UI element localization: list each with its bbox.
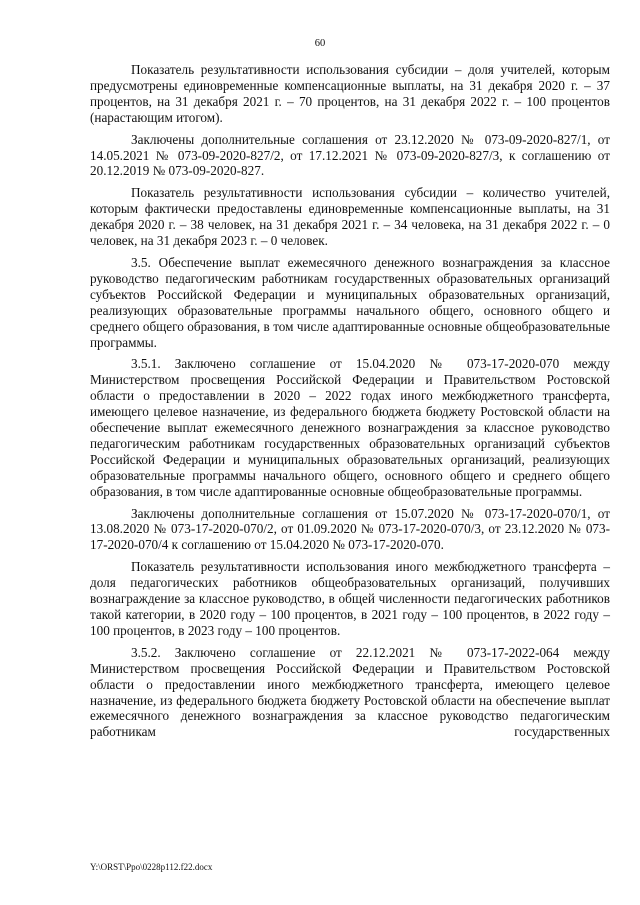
paragraph-indicator-teacher-share: Показатель результативности использования субсидии – доля учителей, которым предусмотрены единовременные компенсационные выплаты, на 31 декабря 2020 г. – 37 процентов, на 31 декабря 2021 г. – 70 процентов, на 31 декабря 2022 г. – 100 процентов (нарастающим итогом).: [90, 62, 610, 125]
paragraph-additional-agreements-070: Заключены дополнительные соглашения от 15.07.2020 № 073-17-2020-070/1, от 13.08.2020 № 073-17-2020-070/2, от 01.09.2020 № 073-17-2020-070/3, от 23.12.2020 № 073-17-2020-070/4 к соглашению от 15.04.2020 № 073-17-2020-070.: [90, 505, 610, 553]
file-path-footer: Y:\ORST\Ppo\0228p112.f22.docx: [90, 862, 213, 872]
paragraph-section-3-5: 3.5. Обеспечение выплат ежемесячного денежного вознаграждения за классное руководство педагогическим работникам государственных образовательных организаций субъектов Российской Федерации и муниципальных образовательных организаций, реализующих образовательные программы начального общего, основного общего и среднего общего образования, в том числе адаптированные основные общеобразовательные программы.: [90, 254, 610, 350]
paragraph-additional-agreements-827: Заключены дополнительные соглашения от 23.12.2020 № 073-09-2020-827/1, от 14.05.2021 № 073-09-2020-827/2, от 17.12.2021 № 073-09-2020-827/3, к соглашению от 20.12.2019 № 073-09-2020-827.: [90, 131, 610, 179]
page-number: 60: [314, 38, 326, 49]
paragraph-indicator-class-teachers: Показатель результативности использования иного межбюджетного трансферта – доля педагогических работников общеобразовательных организаций, получивших вознаграждение за классное руководство, в общей численности педагогических работников такой категории, в 2020 году – 100 процентов, в 2021 году – 100 процентов, в 2022 году – 100 процентов, в 2023 году – 100 процентов.: [90, 559, 610, 638]
paragraph-section-3-5-2: 3.5.2. Заключено соглашение от 22.12.2021 № 073-17-2022-064 между Министерством просвещения Российской Федерации и Правительством Ростовской области о предоставлении иного межбюджетного трансферта, имеющего целевое назначение, из федерального бюджета бюджету Ростовской области на обеспечение выплат ежемесячного денежного вознаграждения за классное руководство педагогическим работникам государственных: [90, 644, 610, 740]
paragraph-section-3-5-1: 3.5.1. Заключено соглашение от 15.04.2020 № 073-17-2020-070 между Министерством просвещения Российской Федерации и Правительством Ростовской области о предоставлении в 2020 – 2022 годах иного межбюджетного трансферта, имеющего целевое назначение, из федерального бюджета бюджету Ростовской области на обеспечение выплат ежемесячного денежного вознаграждения за классное руководство педагогическим работникам государственных образовательных организаций субъектов Российской Федерации и муниципальных образовательных организаций, реализующих образовательные программы начального общего, основного общего и среднего общего образования, в том числе адаптированные основные общеобразовательные программы.: [90, 356, 610, 499]
document-body: [90, 62, 610, 740]
paragraph-indicator-teacher-count: Показатель результативности использования субсидии – количество учителей, которым фактически предоставлены единовременные компенсационные выплаты, на 31 декабря 2020 г. – 38 человек, на 31 декабря 2021 г. – 34 человека, на 31 декабря 2022 г. – 0 человек, на 31 декабря 2023 г. – 0 человек.: [90, 185, 610, 249]
